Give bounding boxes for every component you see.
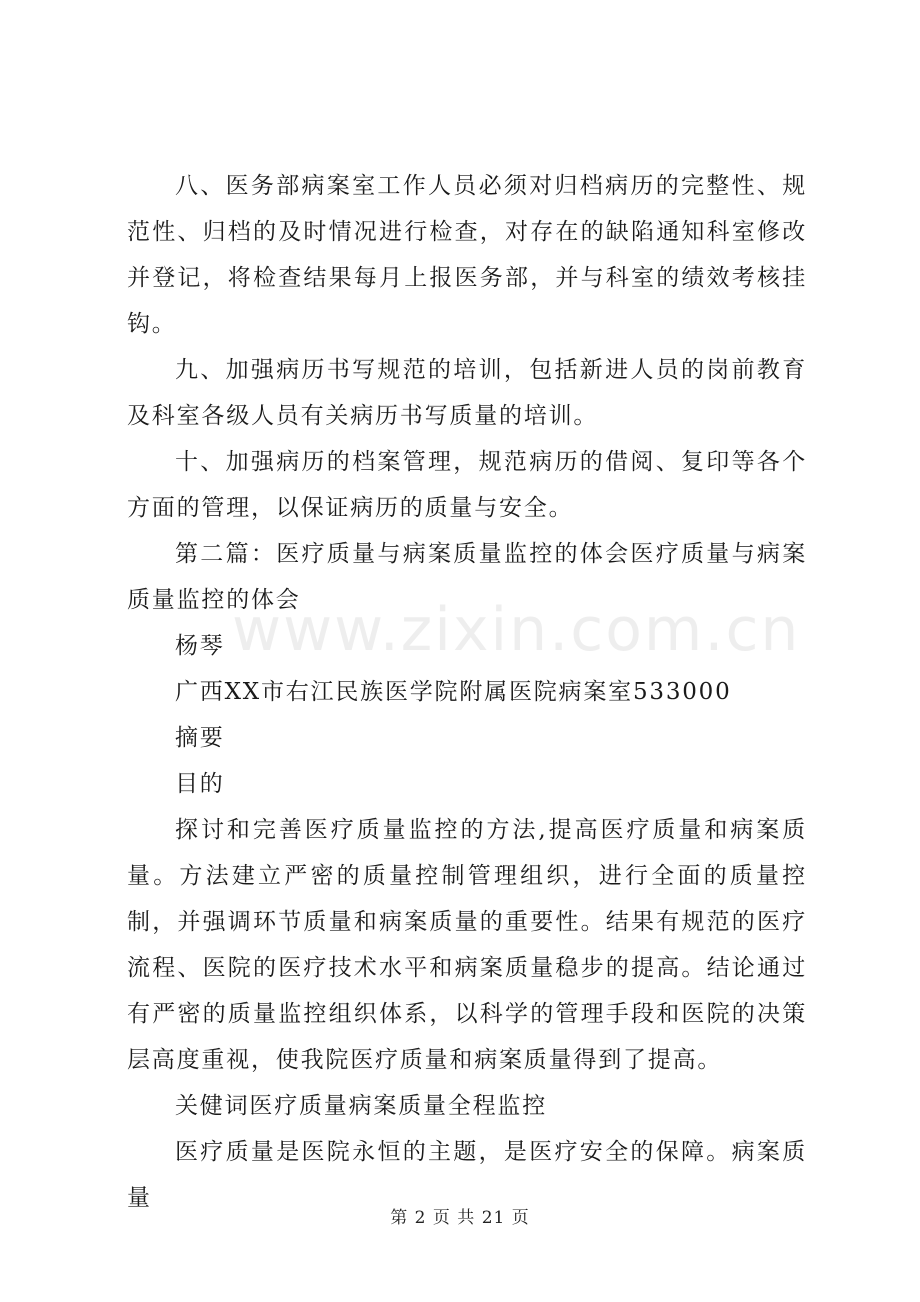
keywords: 关健词医疗质量病案质量全程监控 [175,1093,547,1119]
paragraph-item-9: 九、加强病历书写规范的培训，包括新进人员的岗前教育及科室各级人员有关病历书写质量的培训。 [127,357,807,429]
objective-heading: 目的 [175,771,225,797]
abstract-heading: 摘要 [175,725,225,751]
author-name: 杨琴 [175,633,225,659]
page-footer: 第 2 页 共 21 页 [390,1208,530,1228]
chapter-title: 第二篇：医疗质量与病案质量监控的体会医疗质量与病案质量监控的体会 [127,541,807,613]
document-body [127,163,807,1221]
intro-paragraph: 医疗质量是医院永恒的主题，是医疗安全的保障。病案质量 [127,1139,807,1211]
watermark: www.zixin.com.cn [232,595,801,665]
author-affiliation: 广西XX市右江民族医学院附属医院病案室533000 [175,679,732,705]
paragraph-item-10: 十、加强病历的档案管理，规范病历的借阅、复印等各个方面的管理，以保证病历的质量与安全。 [127,449,807,521]
abstract-body: 探讨和完善医疗质量监控的方法,提高医疗质量和病案质量。方法建立严密的质量控制管理组织，进行全面的质量控制，并强调环节质量和病案质量的重要性。结果有规范的医疗流程、医院的医疗技术水平和病案质量稳步的提高。结论通过有严密的质量监控组织体系，以科学的管理手段和医院的决策层高度重视，使我院医疗质量和病案质量得到了提高。 [127,817,807,1073]
paragraph-item-8: 八、医务部病案室工作人员必须对归档病历的完整性、规范性、归档的及时情况进行检查，对存在的缺陷通知科室修改并登记，将检查结果每月上报医务部，并与科室的绩效考核挂钩。 [127,173,807,337]
